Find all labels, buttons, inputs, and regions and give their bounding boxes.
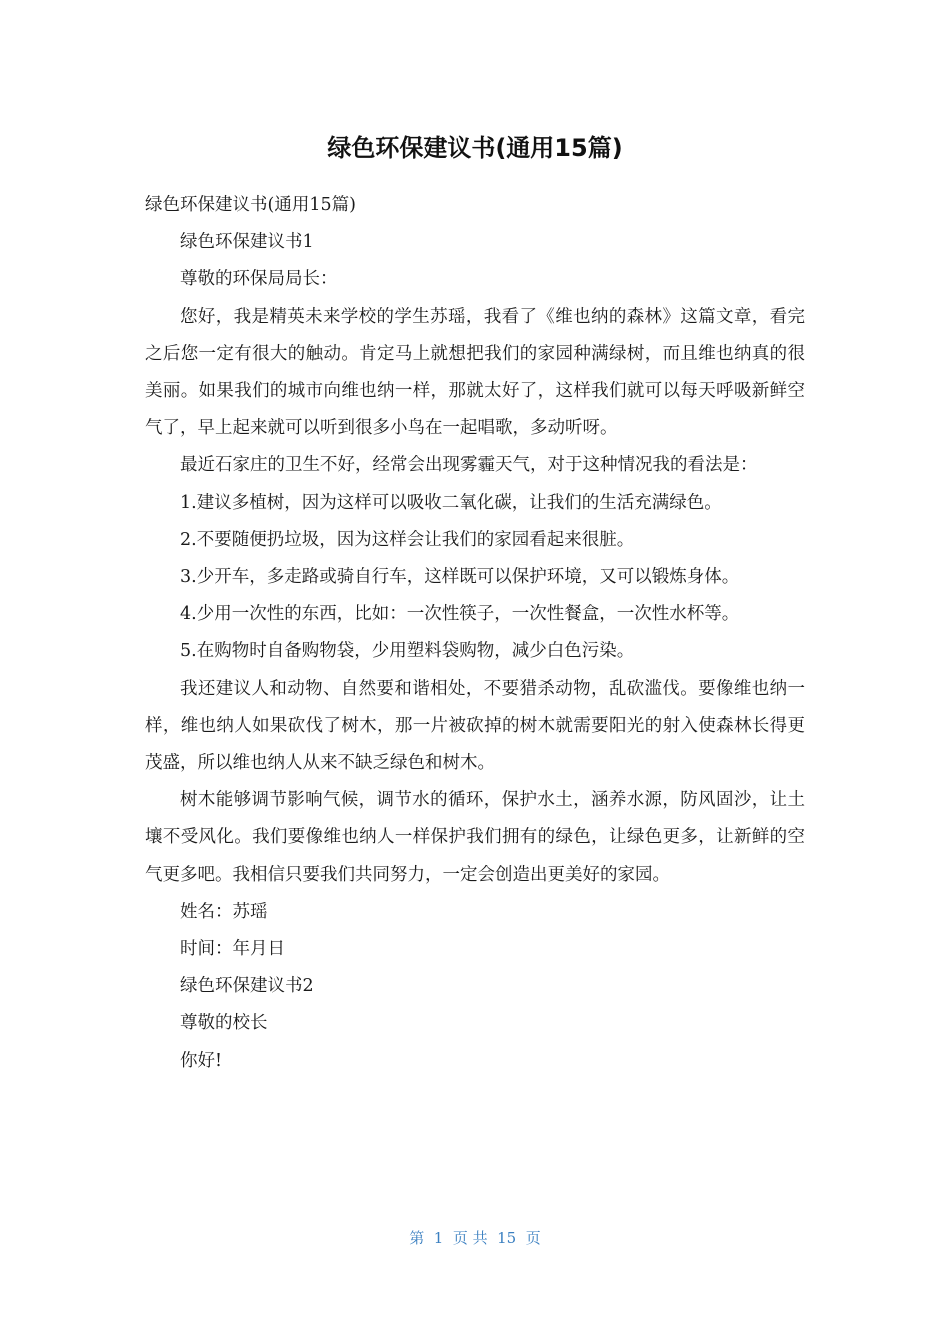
list-item: 2.不要随便扔垃圾，因为这样会让我们的家园看起来很脏。 [180,529,635,550]
signature-date: 时间：年月日 [180,939,285,960]
signature-name: 姓名：苏瑶 [180,901,268,922]
body-paragraph: 树木能够调节影响气候，调节水的循环，保护水土，涵养水源，防风固沙，让土壤不受风化。我们要像维也纳人一样保护我们拥有的绿色，让绿色更多，让新鲜的空气更多吧。我相信只要我们共同努力，一定会创造出更美好的家园。 [145,790,805,885]
document-body [145,187,805,1080]
page-number: 第 1 页 共 15 页 [409,1229,541,1247]
salutation: 尊敬的校长 [180,1013,268,1034]
section-heading: 绿色环保建议书2 [180,976,314,997]
list-item: 5.在购物时自备购物袋，少用塑料袋购物，减少白色污染。 [180,641,635,662]
section-heading: 绿色环保建议书1 [180,232,314,253]
document-title: 绿色环保建议书(通用15篇) [327,134,623,162]
list-item: 3.少开车，多走路或骑自行车，这样既可以保护环境，又可以锻炼身体。 [180,567,740,588]
greeting: 你好! [180,1050,223,1071]
list-item: 1.建议多植树，因为这样可以吸收二氧化碳，让我们的生活充满绿色。 [180,492,722,513]
body-paragraph: 您好，我是精英未来学校的学生苏瑶，我看了《维也纳的森林》这篇文章，看完之后您一定有很大的触动。肯定马上就想把我们的家园种满绿树，而且维也纳真的很美丽。如果我们的城市向维也纳一样，那就太好了，这样我们就可以每天呼吸新鲜空气了，早上起来就可以听到很多小鸟在一起唱歌，多动听呀。 [145,306,805,439]
body-paragraph: 最近石家庄的卫生不好，经常会出现雾霾天气，对于这种情况我的看法是： [180,455,758,476]
salutation: 尊敬的环保局局长： [180,269,338,290]
body-paragraph: 我还建议人和动物、自然要和谐相处，不要猎杀动物，乱砍滥伐。要像维也纳一样，维也纳人如果砍伐了树木，那一片被砍掉的树木就需要阳光的射入使森林长得更茂盛，所以维也纳人从来不缺乏绿色和树木。 [145,678,805,774]
body-paragraph: 绿色环保建议书(通用15篇) [145,195,356,215]
list-item: 4.少用一次性的东西，比如：一次性筷子，一次性餐盒，一次性水杯等。 [180,604,740,625]
